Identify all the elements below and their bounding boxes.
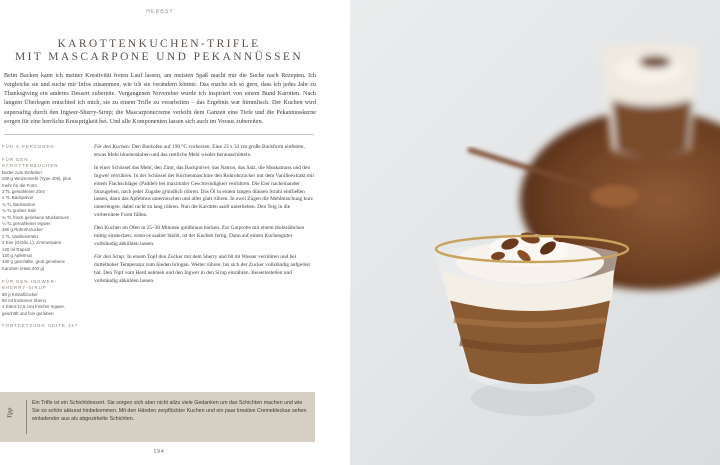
method-step: [94, 165, 316, 220]
step-text: In einer Schüssel das Mehl, den Zimt, das Backpulver, das Natron, das Salz, die Muskatnuss und den Ingwer verrühren. In der Schüssel der Küchenmaschine den Rohrohrzucker mit dem Vanilleextrakt mit einem Flachschläger (Paddel) bei maximaler Geschwindigkeit verrühren. Die Eier nacheinander hinzugeben, nach jeder Zugabe gründlich rühren. Das Öl in einem langen dünnen Strahl einfließen lassen, dann das Apfelmus untermischen und alles glatt rühren. In zwei Zügen die Mehlmischung kurz unterrengen, dabei nicht zu lang rühren. Nun die Karotten sanft unterheben. Den Teig in die vorbereitete Form füllen.: [94, 164, 314, 219]
foreground-trifle-glass: [434, 231, 628, 416]
method-step: [94, 225, 316, 249]
continued-note: FORTSETZUNG SEITE 197: [2, 323, 79, 329]
syrup-ingredients: [2, 292, 80, 318]
recipe-photo-page: [350, 0, 720, 465]
ingredient-item: ¼ TL gemahlener Ingwer: [2, 220, 51, 226]
recipe-page-left: [0, 0, 348, 465]
cake-ingredients: [2, 170, 80, 273]
trifle-photo: [350, 0, 720, 465]
ingredient-item: 450 g Rohrohrzucker: [2, 227, 44, 233]
ingredient-item: 60 ml trockener Sherry: [2, 297, 47, 303]
page-number: 194: [153, 449, 165, 455]
step-text: Den Backofen auf 190 °C vorheizen. Eine 23 x 33 cm große Backform einfetten, etwas Mehl hineinstäuben und das restliche Mehl wieder herausschütteln.: [94, 144, 305, 158]
syrup-ingredients-heading: FÜR DEN INGWER-SHERRY-SIRUP: [2, 278, 58, 291]
tip-text: Ein Trifle ist ein Schichtdessert. Sie sorgen sich aber nicht allzu viele Gedanken um das Schichten machen und wie Sie so schön akkurat hinbekommen. Mit den Händen zerpflückter Kuchen und ein paar kreative Cremekleckse sehen einladender aus als abgezirkelte Schichten.: [32, 400, 307, 422]
ingredient-item: 2 TL gemahlener Zimt: [2, 188, 45, 194]
ingredient-item: 50 g Kristallzucker: [2, 291, 38, 297]
ingredient-item: ¾ TL Backnatron: [2, 201, 36, 207]
method-step: [94, 254, 316, 286]
divider: [4, 134, 314, 135]
servings-label: FÜR 8 PERSONEN: [2, 144, 55, 149]
tip-box: [0, 392, 315, 442]
ingredient-item: ¾ TL grobes Salz: [2, 208, 37, 214]
step-lead: Für den Sirup:: [94, 253, 126, 260]
tip-divider: [26, 400, 27, 434]
step-text: Den Kuchen im Ofen in 25–30 Minuten goldbraun backen. Zur Garprobe mit einem Holzstäbchen mittig einstechen; wenn es sauber bleibt, ist der Kuchen fertig. Dann auf einem Kuchengitter vollständig abkühlen lassen.: [94, 225, 305, 247]
ingredient-item: 120 ml Rapsöl: [2, 246, 31, 252]
ingredient-item: 4 Eier (Größe L), zimmerwarm: [2, 240, 62, 246]
method-steps: [94, 144, 316, 291]
ingredient-item: 120 g Apfelmus: [2, 253, 33, 258]
method-step: [94, 144, 316, 160]
ingredients-list: [2, 144, 80, 330]
recipe-title-line2: MIT MASCARPONE UND PEKANNÜSSEN: [14, 51, 304, 63]
section-label: HERBST: [146, 9, 174, 15]
ingredient-item: 1 TL Backpulver: [2, 195, 34, 201]
cake-ingredients-heading: FÜR DEN KAROTTENKUCHEN: [2, 156, 59, 169]
ingredient-item: 250 g Weizenmehl (Type 405), plus mehr für die Form: [2, 176, 71, 188]
spoon-bowl: [591, 185, 639, 207]
intro-paragraph: Beim Backen kann ich meiner Kreativität freien Lauf lassen, am meisten Spaß macht mir die Suche nach Rezepten. Ich vergleiche sie und suche mir Infos zusammen, wie ich sie verändern könnte. Das mache ich so gern, dass ich jedes Jahr zu Thanksgiving ein anderes Dessert zubereite. Vergangenen November wurde ich inspiriert von einem Bund Karotten. Nach langem Überlegen entschied ich mich, sie zu einem Trifle zu verarbeiten – das Ergebnis war himmlisch. Der Kuchen wird supersaftig durch den Ingwer-Sherry-Sirup; die Mascarponecreme verleiht dem Ganzen eine Tiefe und die Pekannusskerne sorgen für eine herrliche Knusprigkeit bei. Und alle Komponenten lassen sich auch im Voraus zubereiten.: [4, 73, 316, 125]
step-lead: Für den Kuchen:: [94, 144, 131, 150]
ingredient-item: ¾ TL frisch geriebene Muskatnuss: [2, 214, 69, 220]
ingredient-item: Butter zum Einfetten: [2, 169, 42, 175]
step-text: In einem Topf den Zucker mit dem Sherry und 60 ml Wasser verrühren und bei mittelhoher Temperatur zum Sieden bringen. Weiter rühren, bis sich der Zucker vollständig aufgelöst hat. Den Topf vom Herd nehmen und den Ingwer in den Sirup einrühren. Beiseitestellen und vollständig abkühlen lassen.: [94, 253, 310, 284]
ingredient-item: 1 TL Vanilleextrakt: [2, 233, 38, 239]
tip-label: Tipp: [7, 407, 14, 419]
ingredient-item: 1 Stück (2,5 cm) frischer Ingwer, geschält und fein gerieben: [2, 304, 65, 316]
background-trifle-glass: [600, 43, 700, 158]
ingredient-item: 330 g geschälte, grob geriebene Karotten (etwa 400 g): [2, 259, 65, 271]
recipe-title-line1: KAROTTENKUCHEN-TRIFLE: [57, 38, 261, 50]
